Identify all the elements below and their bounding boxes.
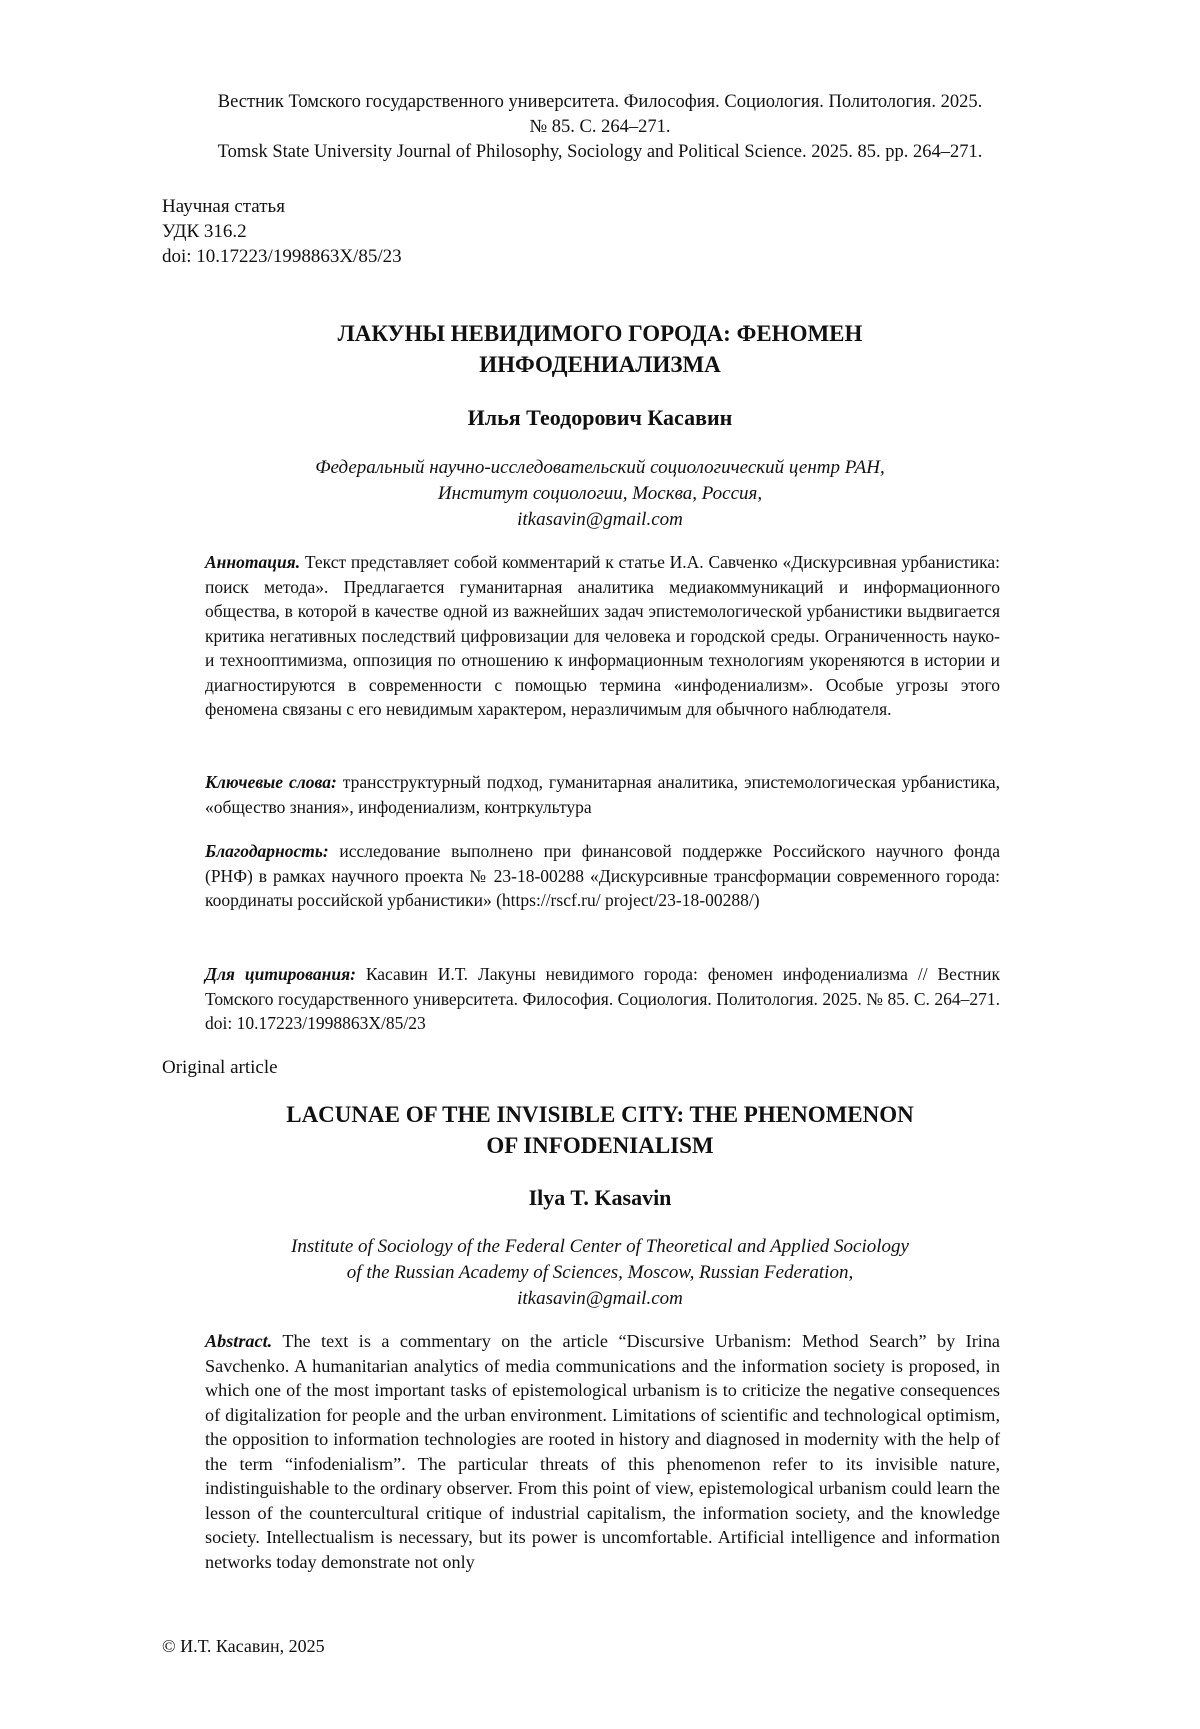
affiliation-ru-line-1: Федеральный научно-исследовательский социологический центр РАН,: [315, 457, 885, 478]
email-en: itkasavin@gmail.com: [517, 1288, 683, 1309]
title-en: [150, 1099, 1050, 1161]
title-ru-line-2: ИНФОДЕНИАЛИЗМА: [479, 352, 721, 377]
author-en: Ilya T. Kasavin: [528, 1185, 672, 1210]
abstract-en-text: The text is a commentary on the article “Discursive Urbanism: Method Search” by Irina Savchenko. A humanitarian analytics of media communications and the information society is proposed, in which one of the most important tasks of epistemological urbanism is to criticize the negative consequences of digitalization for people and the urban environment. Limitations of scientific and technological optimism, the opposition to information technologies are rooted in history and diagnosed in modernity with the help of the term “infodenialism”. The particular threats of this phenomenon refer to its invisible nature, indistinguishable to the ordinary observer. From this point of view, epistemological urbanism could learn the lesson of the countercultural critique of industrial capitalism, the information society, and the knowledge society. Intellectualism is necessary, but its power is uncomfortable. Artificial intelligence and information networks today demonstrate not only: [205, 1331, 1000, 1572]
keywords-ru-label: Ключевые слова:: [205, 772, 337, 792]
title-en-line-1: LACUNAE OF THE INVISIBLE CITY: THE PHENOMENON: [286, 1102, 914, 1127]
abstract-en: [205, 1329, 1000, 1574]
affiliation-ru: [150, 455, 1050, 533]
journal-ru-line-1: Вестник Томского государственного университета. Философия. Социология. Политология. 2025.: [217, 92, 983, 112]
abstract-ru: [205, 550, 1000, 722]
citation-ru-text: Касавин И.Т. Лакуны невидимого города: феномен инфодениализма // Вестник Томского государственного университета. Философия. Социология. Политология. 2025. № 85. С. 264–271. doi: 10.17223/1998863Х/85/23: [205, 964, 1001, 1033]
citation-ru-label: Для цитирования:: [205, 964, 356, 984]
article-type-ru: Научная статья: [162, 196, 285, 217]
journal-en-line: Tomsk State University Journal of Philosophy, Sociology and Political Science. 2025. 85. pp. 264–271.: [217, 142, 983, 162]
journal-ru-line-2: № 85. С. 264–271.: [529, 117, 671, 137]
affiliation-en: [150, 1234, 1050, 1312]
affiliation-en-line-1: Institute of Sociology of the Federal Center of Theoretical and Applied Sociology: [291, 1236, 909, 1257]
abstract-en-label: Abstract.: [205, 1331, 273, 1351]
citation-ru: [205, 962, 1000, 1036]
keywords-ru-text: трансструктурный подход, гуманитарная аналитика, эпистемологическая урбанистика, «общество знания», инфодениализм, контркультура: [205, 772, 1000, 817]
acknowledgement-ru-label: Благодарность:: [205, 841, 329, 861]
email-ru: itkasavin@gmail.com: [517, 509, 683, 530]
article-meta: [162, 194, 402, 269]
keywords-ru: [205, 770, 1000, 819]
affiliation-en-line-2: of the Russian Academy of Sciences, Moscow, Russian Federation,: [346, 1262, 854, 1283]
journal-header: [150, 90, 1050, 165]
copyright: © И.Т. Касавин, 2025: [162, 1636, 325, 1656]
doi: doi: 10.17223/1998863Х/85/23: [162, 246, 402, 267]
article-type-en: Original article: [162, 1057, 278, 1078]
acknowledgement-ru: [205, 839, 1000, 913]
author-ru: Илья Теодорович Касавин: [467, 405, 733, 430]
affiliation-ru-line-2: Институт социологии, Москва, Россия,: [437, 483, 763, 504]
acknowledgement-ru-text: исследование выполнено при финансовой поддержке Российского научного фонда (РНФ) в рамках научного проекта № 23-18-00288 «Дискурсивные трансформации современного города: координаты российской урбанистики» (https://rscf.ru/ project/23-18-00288/): [205, 841, 1000, 910]
abstract-ru-text: Текст представляет собой комментарий к статье И.А. Савченко «Дискурсивная урбанистика: поиск метода». Предлагается гуманитарная аналитика медиакоммуникаций и информационного общества, в которой в качестве одной из важнейших задач эпистемологической урбанистики выдвигается критика негативных последствий цифровизации для человека и городской среды. Ограниченность науко- и технооптимизма, оппозиция по отношению к информационным технологиям укореняются в истории и диагностируются в современности с помощью термина «инфодениализм». Особые угрозы этого феномена связаны с его невидимым характером, неразличимым для обычного наблюдателя.: [205, 552, 1001, 719]
udc-code: УДК 316.2: [162, 221, 247, 242]
title-ru: [150, 318, 1050, 380]
title-ru-line-1: ЛАКУНЫ НЕВИДИМОГО ГОРОДА: ФЕНОМЕН: [337, 321, 863, 346]
abstract-ru-label: Аннотация.: [205, 552, 301, 572]
title-en-line-2: OF INFODENIALISM: [486, 1133, 714, 1158]
